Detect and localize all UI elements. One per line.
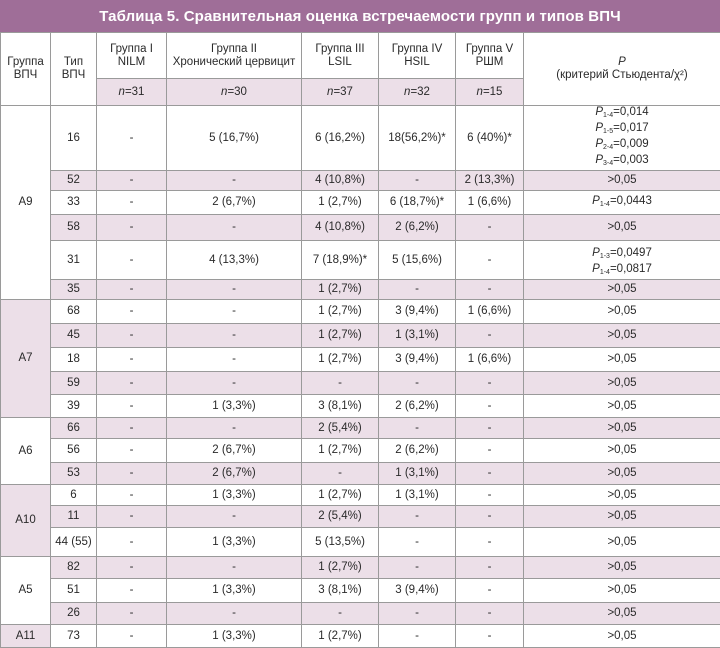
type-cell: 58 [51,215,97,241]
group-2-value: 5 (16,7%) [167,106,302,171]
header-group-5: Группа V РШМ [456,33,524,79]
p-value-cell: >0,05 [524,579,720,603]
header-group-4: Группа IV HSIL [379,33,456,79]
p-value-cell: >0,05 [524,485,720,506]
type-cell: 56 [51,439,97,463]
group-2-value: 2 (6,7%) [167,463,302,485]
p-value-line [526,138,718,154]
group-4-value: - [379,280,456,300]
group-1-value: - [97,625,167,648]
group-1-value: - [97,280,167,300]
table-row [1,372,720,395]
table-title: Таблица 5. Сравнительная оценка встречаемости групп и типов ВПЧ [0,0,720,32]
group-4-value: - [379,506,456,528]
group-5-value: - [456,463,524,485]
p-value-line [526,154,718,170]
p-label: P [595,122,603,134]
p-value-line [526,106,718,122]
group-1-value: - [97,324,167,348]
group-3-value: 5 (13,5%) [302,528,379,557]
group-2-value: 1 (3,3%) [167,485,302,506]
type-cell: 68 [51,300,97,324]
p-value-cell: >0,05 [524,506,720,528]
p-value-cell [524,106,720,171]
p-value-line [526,247,718,263]
p-value-cell: >0,05 [524,280,720,300]
group-4-value: 1 (3,1%) [379,463,456,485]
p-value-cell: >0,05 [524,395,720,418]
group-4-value: 3 (9,4%) [379,300,456,324]
n-group-2: n=30 [167,79,302,106]
type-cell: 6 [51,485,97,506]
header-type-vpch: Тип ВПЧ [51,33,97,106]
table-row [1,241,720,280]
group-5-value: 1 (6,6%) [456,348,524,372]
table-body [1,106,720,648]
p-label: P [592,195,600,207]
p-value-cell: >0,05 [524,300,720,324]
group-5-value: - [456,557,524,579]
group-1-value: - [97,463,167,485]
p-number: =0,0817 [610,263,652,275]
type-cell: 45 [51,324,97,348]
group-4-value: - [379,528,456,557]
header-row [1,33,720,79]
group-1-value: - [97,557,167,579]
group-5-value: - [456,625,524,648]
p-value-cell: >0,05 [524,171,720,191]
p-value-cell: >0,05 [524,625,720,648]
group-3-value: 4 (10,8%) [302,215,379,241]
group-1-value: - [97,241,167,280]
p-value-cell: >0,05 [524,463,720,485]
group-1-value: - [97,372,167,395]
type-cell: 18 [51,348,97,372]
p-value-cell: >0,05 [524,418,720,439]
type-cell: 73 [51,625,97,648]
type-cell: 82 [51,557,97,579]
group-5-value: - [456,280,524,300]
type-cell: 33 [51,191,97,215]
header-group-vpch: Группа ВПЧ [1,33,51,106]
p-value-cell [524,191,720,215]
type-cell: 26 [51,603,97,625]
n-group-3: n=37 [302,79,379,106]
group-1-value: - [97,485,167,506]
p-value-line [526,122,718,138]
table-row [1,579,720,603]
p-value-cell: >0,05 [524,557,720,579]
table-row [1,215,720,241]
group-2-value: 1 (3,3%) [167,528,302,557]
group-1-value: - [97,439,167,463]
group-3-value: 6 (16,2%) [302,106,379,171]
p-label: P [592,263,600,275]
group-1-value: - [97,300,167,324]
p-value-cell: >0,05 [524,324,720,348]
p-number: =0,017 [613,122,649,134]
group-1-value: - [97,528,167,557]
group-3-value: 7 (18,9%)* [302,241,379,280]
group-2-value: - [167,324,302,348]
p-value-cell: >0,05 [524,215,720,241]
group-2-value: - [167,280,302,300]
p-label: P [595,138,603,150]
type-cell: 16 [51,106,97,171]
group-name-cell: A11 [1,625,51,648]
p-value-line [526,195,718,211]
table-row [1,280,720,300]
group-2-value: - [167,348,302,372]
p-label: P [592,247,600,259]
type-cell: 66 [51,418,97,439]
group-5-value: - [456,241,524,280]
group-1-value: - [97,215,167,241]
table-row [1,106,720,171]
group-3-value: 3 (8,1%) [302,579,379,603]
group-3-value: 2 (5,4%) [302,506,379,528]
p-subscript: 1-4 [600,201,610,208]
p-value-cell: >0,05 [524,439,720,463]
type-cell: 53 [51,463,97,485]
group-3-value: 1 (2,7%) [302,625,379,648]
group-name-cell: A6 [1,418,51,485]
group-3-value: 1 (2,7%) [302,324,379,348]
group-2-value: - [167,603,302,625]
table-row [1,439,720,463]
group-1-value: - [97,506,167,528]
group-5-value: 1 (6,6%) [456,300,524,324]
group-3-value: 4 (10,8%) [302,171,379,191]
group-3-value: 3 (8,1%) [302,395,379,418]
group-4-value: 1 (3,1%) [379,485,456,506]
group-5-value: - [456,603,524,625]
type-cell: 31 [51,241,97,280]
group-2-value: 4 (13,3%) [167,241,302,280]
group-2-value: - [167,300,302,324]
group-name-cell: A5 [1,557,51,625]
group-5-value: - [456,485,524,506]
table-row [1,418,720,439]
p-number: =0,0443 [610,195,652,207]
p-number: =0,014 [613,106,649,118]
p-label: P [595,106,603,118]
group-4-value: 3 (9,4%) [379,348,456,372]
header-group-3: Группа III LSIL [302,33,379,79]
type-cell: 35 [51,280,97,300]
group-5-value: - [456,395,524,418]
group-4-value: 5 (15,6%) [379,241,456,280]
type-cell: 51 [51,579,97,603]
table-row [1,300,720,324]
group-3-value: 1 (2,7%) [302,191,379,215]
group-3-value: - [302,603,379,625]
p-subscript: 3-4 [603,160,613,167]
p-number: =0,0497 [610,247,652,259]
group-3-value: 1 (2,7%) [302,485,379,506]
p-value-cell: >0,05 [524,372,720,395]
table-row [1,348,720,372]
p-number: =0,003 [613,154,649,166]
group-3-value: 1 (2,7%) [302,348,379,372]
header-group-1: Группа I NILM [97,33,167,79]
group-5-value: - [456,528,524,557]
group-5-value: - [456,418,524,439]
group-5-value: 2 (13,3%) [456,171,524,191]
header-group-2: Группа II Хронический цервицит [167,33,302,79]
group-1-value: - [97,348,167,372]
group-2-value: 2 (6,7%) [167,439,302,463]
group-4-value: 2 (6,2%) [379,395,456,418]
header-p-value: P (критерий Стьюдента/χ²) [524,33,720,106]
group-4-value: - [379,372,456,395]
group-4-value: - [379,557,456,579]
group-2-value: 1 (3,3%) [167,395,302,418]
table-row [1,485,720,506]
p-value-cell: >0,05 [524,348,720,372]
type-cell: 11 [51,506,97,528]
table-row [1,506,720,528]
table-row [1,395,720,418]
group-4-value: - [379,603,456,625]
p-subscript: 1-5 [603,128,613,135]
group-4-value: - [379,418,456,439]
p-value-cell: >0,05 [524,528,720,557]
n-group-4: n=32 [379,79,456,106]
group-1-value: - [97,395,167,418]
group-2-value: - [167,557,302,579]
group-4-value: 1 (3,1%) [379,324,456,348]
group-3-value: - [302,463,379,485]
table-row [1,191,720,215]
p-label: P [595,154,603,166]
group-name-cell: A7 [1,300,51,418]
group-2-value: 1 (3,3%) [167,579,302,603]
type-cell: 52 [51,171,97,191]
group-2-value: - [167,215,302,241]
type-cell: 39 [51,395,97,418]
group-2-value: - [167,506,302,528]
group-1-value: - [97,106,167,171]
group-name-cell: A10 [1,485,51,557]
p-subscript: 2-4 [603,144,613,151]
group-5-value: 1 (6,6%) [456,191,524,215]
table-row [1,625,720,648]
table-row [1,528,720,557]
group-2-value: 2 (6,7%) [167,191,302,215]
type-cell: 59 [51,372,97,395]
group-3-value: 1 (2,7%) [302,557,379,579]
group-5-value: - [456,439,524,463]
p-value-cell [524,241,720,280]
table-row [1,557,720,579]
group-2-value: - [167,418,302,439]
group-4-value: - [379,625,456,648]
group-4-value: 2 (6,2%) [379,439,456,463]
p-value-line [526,263,718,279]
group-1-value: - [97,191,167,215]
group-4-value: 2 (6,2%) [379,215,456,241]
group-3-value: 1 (2,7%) [302,300,379,324]
group-4-value: 18(56,2%)* [379,106,456,171]
group-4-value: 6 (18,7%)* [379,191,456,215]
n-group-1: n=31 [97,79,167,106]
group-3-value: 2 (5,4%) [302,418,379,439]
group-5-value: 6 (40%)* [456,106,524,171]
group-5-value: - [456,506,524,528]
group-1-value: - [97,579,167,603]
table-row [1,463,720,485]
group-4-value: 3 (9,4%) [379,579,456,603]
p-subscript: 1-3 [600,253,610,260]
group-name-cell: A9 [1,106,51,300]
group-3-value: 1 (2,7%) [302,439,379,463]
group-5-value: - [456,372,524,395]
group-1-value: - [97,603,167,625]
group-2-value: - [167,171,302,191]
p-subscript: 1-4 [603,112,613,119]
p-number: =0,009 [613,138,649,150]
n-group-5: n=15 [456,79,524,106]
group-5-value: - [456,579,524,603]
table-row [1,603,720,625]
p-subscript: 1-4 [600,269,610,276]
comparison-table [0,32,720,648]
p-value-cell: >0,05 [524,603,720,625]
group-5-value: - [456,215,524,241]
group-3-value: - [302,372,379,395]
group-2-value: 1 (3,3%) [167,625,302,648]
group-1-value: - [97,171,167,191]
group-3-value: 1 (2,7%) [302,280,379,300]
group-4-value: - [379,171,456,191]
table-row [1,171,720,191]
group-1-value: - [97,418,167,439]
group-2-value: - [167,372,302,395]
table-row [1,324,720,348]
type-cell: 44 (55) [51,528,97,557]
group-5-value: - [456,324,524,348]
